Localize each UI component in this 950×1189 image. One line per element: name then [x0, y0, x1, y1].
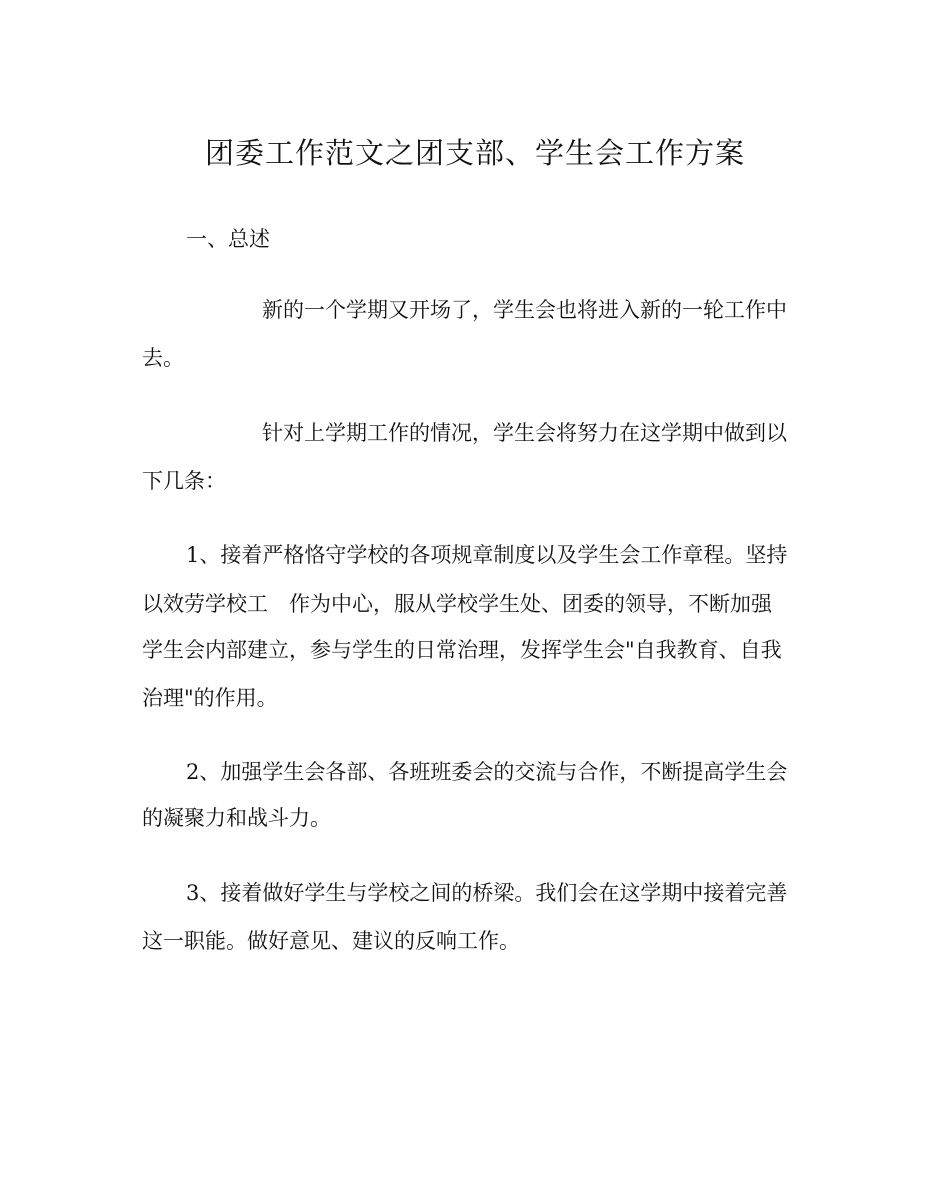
paragraph-line: 2、加强学生会各部、各班班委会的交流与合作，不断提高学生会: [186, 760, 788, 784]
paragraph-line: 1、接着严格恪守学校的各项规章制度以及学生会工作章程。坚持: [186, 543, 788, 567]
paragraph-line: 学生会内部建立，参与学生的日常治理，发挥学生会"自我教育、自我: [142, 638, 782, 662]
paragraph-line: 新的一个学期又开场了，学生会也将进入新的一轮工作中: [262, 298, 787, 322]
paragraph-line: 下几条：: [142, 469, 226, 493]
paragraph-line: 这一职能。做好意见、建议的反响工作。: [142, 929, 520, 953]
paragraph-line: 的凝聚力和战斗力。: [142, 806, 331, 830]
paragraph-line: 以效劳学校工 作为中心，服从学校学生处、团委的领导，不断加强: [142, 592, 772, 616]
paragraph-line: 3、接着做好学生与学校之间的桥梁。我们会在这学期中接着完善: [186, 881, 788, 905]
paragraph-line: 去。: [142, 346, 184, 370]
document-title: 团委工作范文之团支部、学生会工作方案: [204, 136, 745, 170]
paragraph-line: 针对上学期工作的情况，学生会将努力在这学期中做到以: [262, 421, 787, 445]
paragraph-line: 治理"的作用。: [142, 686, 278, 710]
section-heading: 一、总述: [186, 227, 270, 251]
